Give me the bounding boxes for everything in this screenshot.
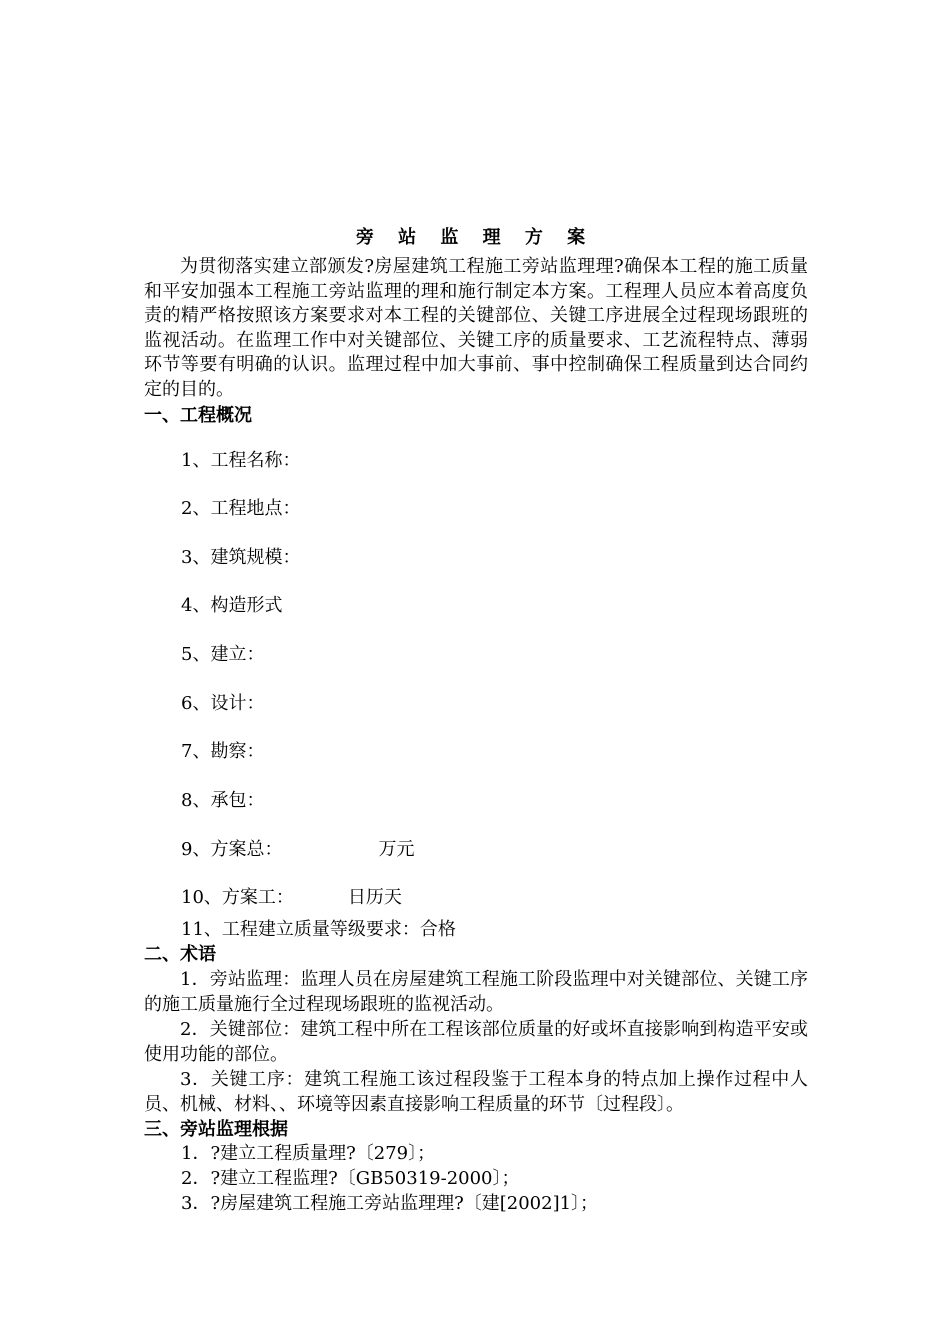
overview-item-investment — [181, 838, 414, 862]
section-1-heading: 一、工程概况 — [144, 405, 252, 426]
section-2-heading: 二、术语 — [144, 944, 216, 965]
section-3-heading: 三、旁站监理根据 — [144, 1119, 288, 1140]
term-2: 2．关键部位：建筑工程中所在工程该部位质量的好或坏直接影响到构造平安或使用功能的部位。 — [144, 1019, 808, 1065]
investment-label: 9、方案总： — [181, 839, 283, 860]
overview-item-survey: 7、勘察： — [181, 741, 265, 762]
overview-item-structure: 4、构造形式 — [181, 595, 283, 616]
intro-paragraph: 为贯彻落实建立部颁发?房屋建筑工程施工旁站监理理?确保本工程的施工质量和平安加强本工程施工旁站监理的理和施行制定本方案。工程理人员应本着高度负责的精严格按照该方案要求对本工程的关键部位、关键工序进展全过程现场跟班的监视活动。在监理工作中对关键部位、关键工序的质量要求、工艺流程特点、薄弱环节等要有明确的认识。监理过程中加大事前、事中控制确保工程质量到达合同约定的目的。 — [144, 256, 808, 400]
overview-item-location: 2、工程地点： — [181, 498, 301, 519]
duration-unit: 日历天 — [347, 887, 402, 908]
reference-3: 3．?房屋建筑工程施工旁站监理理?〔建[2002]1〕； — [181, 1193, 599, 1214]
overview-item-scale: 3、建筑规模： — [181, 547, 301, 568]
duration-label: 10、方案工： — [181, 887, 294, 908]
term-1: 1．旁站监理：监理人员在房屋建筑工程施工阶段监理中对关键部位、关键工序的施工质量施行全过程现场跟班的监视活动。 — [144, 969, 808, 1015]
overview-item-project-name: 1、工程名称： — [181, 450, 301, 471]
document-title: 旁 站 监 理 方 案 — [355, 227, 595, 248]
reference-2: 2．?建立工程监理?〔GB50319-2000〕； — [181, 1168, 520, 1189]
overview-item-design: 6、设计： — [181, 693, 265, 714]
overview-item-duration — [181, 886, 402, 910]
term-3: 3．关键工序：建筑工程施工该过程段鉴于工程本身的特点加上操作过程中人员、机械、材料、、环境等因素直接影响工程质量的环节〔过程段〕。 — [144, 1069, 808, 1115]
investment-unit: 万元 — [378, 839, 415, 860]
reference-1: 1．?建立工程质量理?〔279〕； — [181, 1143, 436, 1164]
overview-item-quality-grade: 11、工程建立质量等级要求：合格 — [181, 919, 456, 940]
overview-item-contractor: 8、承包： — [181, 790, 265, 811]
overview-item-builder: 5、建立： — [181, 644, 265, 665]
